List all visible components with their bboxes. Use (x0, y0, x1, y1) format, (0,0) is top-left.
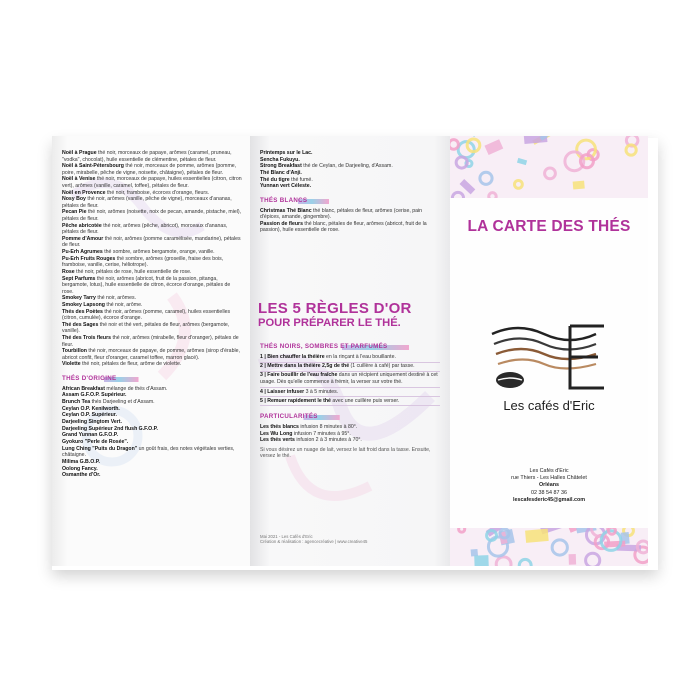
golden-rules-title-line-1: LES 5 RÈGLES D'OR (258, 300, 412, 317)
tea-name: Brunch Tea (62, 398, 91, 405)
rule-line (260, 388, 440, 397)
tea-name: Oolong Fancy. (62, 465, 98, 472)
contact-street: rue Thiers - Les Halles Châtelet (511, 475, 587, 482)
rule-heading: 3 | Faire bouillir de l'eau fraîche (260, 372, 338, 379)
tea-name: Darjeeling Singtom Vert. (62, 419, 122, 425)
tea-name: Noël en Provence (62, 189, 106, 196)
tea-name: Les thés verts (260, 437, 295, 444)
particularities-title: PARTICULARITÉS (260, 413, 340, 422)
tea-name: Smokey Lapsong (62, 301, 105, 308)
milk-note: Si vous désirez un nuage de lait, versez le lait froid dans la tasse. Ensuite, versez le thé. (260, 446, 431, 460)
rule-line (260, 363, 440, 372)
tea-name: Darjeeling Supérieur 2nd flush G.F.O.P. (62, 425, 158, 432)
infusion-item (260, 424, 440, 431)
tea-name: Thé du tigre (260, 176, 290, 183)
tea-item (62, 196, 242, 209)
rule-line (260, 397, 440, 406)
tea-description: thé blanc, pétales de fleur, arômes (abricot, fruit de la passion), huile essentielle de rose. (260, 220, 427, 234)
credit-date: Mai 2021 - Les Cafés d'Eric (260, 534, 313, 539)
tea-item (62, 322, 242, 335)
brand-name: Les cafés d'Eric (503, 398, 595, 413)
tea-name: Pu-Erh Fruits Rouges (62, 255, 116, 262)
tea-description: thé blanc, pétales de fleur, arômes (cerise, pain d'épices, amande, gingembre). (260, 207, 423, 221)
rule-heading: 4 | Laisser infuser (260, 388, 305, 395)
rule-detail: (1 cuillère à café) par tasse. (349, 363, 415, 370)
tea-item (260, 177, 442, 184)
tea-name: Pêche abricotée (62, 222, 102, 229)
tea-item (62, 209, 242, 222)
tea-name: Pomme d'Amour (62, 235, 104, 242)
rule-heading: 2 | Mettre dans la théière 2,5g de thé (260, 363, 350, 370)
tea-description: thé noir, arômes. (95, 295, 137, 302)
golden-rules-title (258, 301, 412, 331)
tea-description: thé noir, arômes (pêche, abricot), morceaux d'ananas, pétales de fleur. (62, 222, 228, 236)
tea-name: Sencha Fukuyu. (260, 156, 300, 163)
rule-line (260, 372, 440, 388)
tea-item (62, 256, 242, 269)
tea-item (62, 276, 242, 296)
tea-name: Les thés blancs (260, 423, 299, 430)
brochure-credit (260, 534, 367, 544)
tea-name: Ceylan O.P. Kenilworth. (62, 405, 120, 412)
white-tea-item (260, 221, 442, 234)
tea-description: thé sombre, arômes (groseille, fraise des bois, framboise, vanille, cerise, héliotrope). (62, 255, 224, 269)
tea-name: Grand Yunnan G.F.O.P. (62, 432, 119, 439)
contact-email: lescafesderic45@gmail.com (512, 496, 586, 503)
origin-tea-item (62, 419, 242, 426)
tea-description: thé noir et thé vert, pétales de fleur, arômes (bergamote, vanille). (62, 321, 230, 335)
middle-tea-list (260, 150, 442, 234)
tea-description: thé noir, arômes (abricot, fruit de la passion, pitanga, bergamote, lotus), huile essentielle de citron, écorce d'orange, pétales de rose. (62, 275, 231, 295)
tea-description: infusion 2 à 3 minutes à 70°. (294, 437, 362, 444)
tea-description: thé noir, arômes (pomme caramélisée, mandarine), pétales de fleur. (62, 235, 241, 249)
rule-heading: 1 | Bien chauffer la théière (260, 354, 325, 360)
tea-item (62, 163, 242, 176)
tea-item (260, 150, 442, 157)
white-teas-title: THÉS BLANCS (260, 197, 329, 206)
contact-block (450, 468, 648, 504)
tea-description: un goût frais, des notes végétales verties, châtaigne. (62, 445, 235, 459)
contact-shop-name: Les Cafés d'Eric (529, 468, 569, 474)
tea-name: Noël à Venise (62, 176, 96, 183)
brochure-panel-left (52, 136, 250, 566)
tea-name: Osmanthe d'Or. (62, 472, 101, 479)
tea-name: Sept Parfums (62, 275, 96, 282)
contact-phone: 02 38 54 87 36 (531, 489, 567, 496)
tea-name: Pecan Pie (62, 209, 87, 216)
tea-description: thés Darjeeling et d'Assam. (90, 398, 155, 405)
tea-description: thé noir, arômes (vanille, pêche de vigne), morceaux d'ananas, pétales de fleur. (62, 196, 232, 209)
tea-item (62, 309, 242, 322)
tea-name: Passion de fleurs (260, 220, 303, 227)
tea-item (260, 170, 442, 177)
white-tea-item (260, 208, 442, 221)
tea-name: Nosy Boy (62, 196, 86, 203)
mosaic-shape (569, 554, 577, 565)
golden-rules-title-line-2: POUR PRÉPARER LE THÉ. (258, 317, 401, 329)
rule-detail: avec une cuillère puis verser. (330, 397, 400, 404)
mosaic-shape (525, 529, 549, 543)
tea-name: Thés des Poètes (62, 308, 103, 315)
origin-tea-item (62, 412, 242, 419)
tea-name: Printemps sur le Lac. (260, 150, 313, 156)
tea-name: African Breakfast (62, 385, 105, 392)
tea-description: thé noir, framboise, écorces d'orange, fleurs. (105, 189, 210, 196)
rules-section (260, 343, 440, 460)
tea-name: Thé des Sages (62, 321, 99, 328)
decorative-mosaic-top (450, 136, 648, 198)
tea-description: thé noir, pétales de fleur, arôme de violette. (80, 361, 182, 368)
tea-name: Ceylan O.P. Supérieur. (62, 412, 117, 419)
rule-line (260, 354, 440, 363)
tea-name: Thé des Trois fleurs (62, 335, 112, 341)
tea-description: infusion 8 minutes à 80°. (298, 423, 358, 430)
tea-name: Christmas Thé Blanc (260, 207, 312, 214)
tea-name: Tourbillon (62, 348, 87, 355)
origin-tea-item (62, 386, 242, 393)
contact-city: Orléans (538, 482, 560, 489)
credit-creation: Création & réalisation : agencecréative | www.creative45 (260, 539, 368, 545)
tea-item (62, 302, 242, 309)
rules-list (260, 354, 440, 407)
origin-tea-item (62, 466, 242, 473)
tea-description: thé noir, morceaux de papaye, de pomme, arômes (sirop d'érable, abricot confit, fleur d'oranger, caramel toffee, marron glacé). (62, 348, 240, 361)
origin-tea-item (62, 472, 242, 479)
tea-description: thé noir, arôme. (104, 301, 143, 308)
infusion-item (260, 437, 440, 444)
brochure-panel-middle (250, 136, 450, 566)
tea-name: Thé Blanc d'Anji. (260, 170, 302, 177)
tea-description: thé noir, arômes (noisette, noix de pecan, amande, pistache, miel), pétales de fleur. (62, 209, 242, 222)
origin-tea-item (62, 439, 242, 446)
tea-item (260, 183, 442, 190)
tea-item (62, 361, 242, 368)
tea-name: Violette (62, 361, 81, 368)
tea-description: thé noir, morceaux de pomme, arômes (pomme, poire, mirabelle, pêche de vigne, noisette, châtaigne), pétales de fleur. (62, 163, 237, 176)
brochure-cover (450, 136, 648, 566)
tea-description: thé noir, morceaux de papaye, huiles essentielles (citron, citron vert), arômes (vanille, caramel, toffee), pétales de fleur. (62, 176, 242, 189)
tea-name: Assam G.F.O.P. Supérieur. (62, 392, 127, 399)
tea-name: Lung Ching "Puits du Dragon" (62, 445, 138, 452)
tea-name: Gyokuro "Perle de Rosée". (62, 439, 129, 446)
tea-description: thé noir, pétales de rose, huile essentielle de rose. (74, 268, 192, 275)
infusion-item (260, 431, 440, 438)
tea-description: thé noir, arômes (pomme, caramel), huiles essentielles (citron, cumulée), écorce d'orange. (62, 308, 231, 322)
origin-tea-item (62, 392, 242, 399)
mosaic-shape (471, 549, 478, 557)
tea-item (62, 269, 242, 276)
tea-item (62, 335, 242, 348)
origin-tea-item (62, 406, 242, 413)
origin-tea-item (62, 446, 242, 459)
origin-tea-item (62, 426, 242, 433)
tea-item (62, 295, 242, 302)
tea-item (62, 150, 242, 163)
left-tea-list (62, 150, 242, 479)
tea-name: Noël à Prague (62, 150, 97, 156)
tea-name: Noël à Saint-Pétersbourg (62, 163, 124, 170)
tea-item (260, 163, 442, 170)
tea-name: Milima G.B.O.P. (62, 458, 100, 465)
rule-heading: 5 | Remuer rapidement le thé (260, 397, 331, 404)
tea-description: thé sombre, arômes bergamote, orange, vanille. (102, 249, 215, 255)
mosaic-shape (474, 555, 489, 566)
tea-item (62, 348, 242, 361)
origin-teas-title: THÉS D'ORIGINE (62, 375, 139, 384)
rule-detail: dans un récipient uniquement destiné à cet usage. Dès qu'elle commence à frémir, la verser sur votre thé. (260, 372, 438, 386)
rule-detail: en la rinçant à l'eau bouillante. (324, 354, 396, 360)
tea-item (62, 236, 242, 249)
tea-name: Smokey Tarry (62, 295, 96, 302)
tea-item (62, 249, 242, 256)
tea-description: thé de Ceylan, de Darjeeling, d'Assam. (301, 163, 393, 170)
tea-name: Yunnan vert Céleste. (260, 183, 312, 190)
tea-description: thé fumé. (289, 176, 313, 183)
tea-description: thé noir, morceaux de papaye, arômes (caramel, pruneau, "vodka", chocolat), huile essentielle de clémentine, pétales de fleur. (62, 150, 232, 163)
tea-description: infusion 7 minutes à 95°. (292, 430, 351, 437)
origin-tea-item (62, 432, 242, 439)
coffee-bean-logo-icon (486, 314, 616, 394)
origin-tea-item (62, 459, 242, 466)
mosaic-shape (573, 181, 585, 190)
tea-description: mélange de thés d'Assam. (104, 385, 168, 392)
tea-name: Strong Breakfast (260, 163, 302, 170)
particularities-list (260, 424, 440, 444)
rules-subtitle: THÉS NOIRS, SOMBRES ET PARFUMÉS (260, 343, 409, 352)
tea-description: thé noir, arômes (mirabelle, fleur d'oranger), pétales de fleur. (62, 335, 239, 348)
tea-item (62, 176, 242, 189)
tea-name: Rose (62, 268, 75, 275)
cover-title: LA CARTE DES THÉS (467, 218, 631, 235)
tea-name: Les Wu Long (260, 430, 293, 437)
decorative-mosaic-bottom (450, 528, 648, 566)
rule-detail: 3 à 5 minutes. (304, 388, 339, 395)
tea-item (62, 223, 242, 236)
tea-name: Pu-Erh Agrumes (62, 249, 103, 255)
tea-item (62, 190, 242, 197)
origin-tea-item (62, 399, 242, 406)
tea-item (260, 157, 442, 164)
